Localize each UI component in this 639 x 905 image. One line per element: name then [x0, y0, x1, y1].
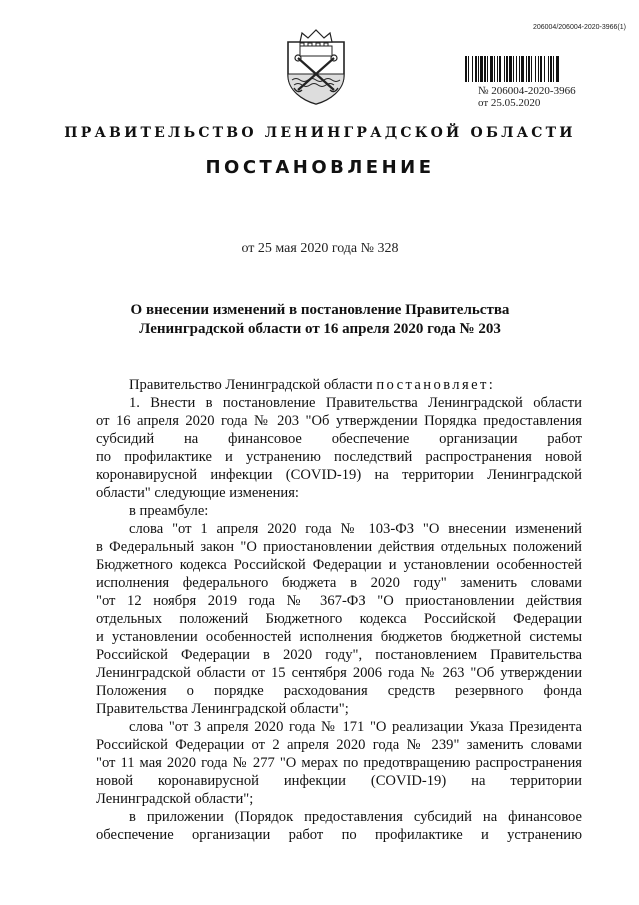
- intro-verb: постановляет:: [376, 377, 496, 393]
- body-line: Правительства Ленинградской области";: [96, 701, 349, 717]
- document-type: ПОСТАНОВЛЕНИЕ: [205, 157, 435, 178]
- body-line: "от 12 ноября 2019 года № 367-ФЗ "О приостановлении действия: [96, 593, 582, 609]
- barcode-icon: [465, 56, 620, 82]
- body-line: слова "от 1 апреля 2020 года № 103-ФЗ "О внесении изменений: [129, 521, 582, 537]
- document-date-number: от 25 мая 2020 года № 328: [241, 241, 399, 256]
- body-line: субсидий на финансовое обеспечение организации работ: [96, 431, 582, 447]
- body-line: в приложении (Порядок предоставления субсидий на финансовое: [129, 809, 582, 825]
- body-line: слова "от 3 апреля 2020 года № 171 "О реализации Указа Президента: [129, 719, 582, 735]
- registration-block: [478, 85, 628, 109]
- body-line: отдельных положений Бюджетного кодекса Российской Федерации: [96, 611, 582, 627]
- body-line: "от 11 мая 2020 года № 277 "О мерах по предотвращению распространения: [96, 755, 582, 771]
- body-line: исполнения федерального бюджета в 2020 году" заменить словами: [96, 575, 582, 591]
- coat-of-arms-icon: [282, 28, 350, 106]
- body-line: области" следующие изменения:: [96, 485, 299, 501]
- body-line: от 16 апреля 2020 года № 203 "Об утверждении Порядка предоставления: [96, 413, 582, 429]
- registration-number: № 206004-2020-3966: [478, 85, 576, 97]
- body-line: в преамбуле:: [129, 503, 209, 519]
- subject-line: Ленинградской области от 16 апреля 2020 года № 203: [139, 321, 501, 337]
- body-line: по профилактике и устранению последствий распространения новой: [96, 449, 582, 465]
- issuing-authority: ПРАВИТЕЛЬСТВО ЛЕНИНГРАДСКОЙ ОБЛАСТИ: [64, 125, 576, 141]
- document-body: [96, 376, 582, 844]
- body-line: Положения о порядке расходования средств резервного фонда: [96, 683, 582, 699]
- document-subject: [40, 301, 600, 339]
- intro-line: [96, 376, 582, 394]
- body-line: 1. Внести в постановление Правительства Ленинградской области: [129, 395, 582, 411]
- body-line: Ленинградской области от 15 сентября 2006 года № 263 "Об утверждении: [96, 665, 582, 681]
- body-line: в Федеральный закон "О приостановлении действия отдельных положений: [96, 539, 582, 555]
- body-line: Российской Федерации в 2020 году", постановлением Правительства: [96, 647, 582, 663]
- body-line: коронавирусной инфекции (COVID-19) на территории Ленинградской: [96, 467, 582, 483]
- barcode-bar: [559, 56, 560, 82]
- body-line: Бюджетного кодекса Российской Федерации и установлении особенностей: [96, 557, 582, 573]
- body-line: Российской Федерации от 2 апреля 2020 года № 239" заменить словами: [96, 737, 582, 753]
- body-line: и установлении особенностей исполнения бюджетов бюджетной системы: [96, 629, 582, 645]
- body-line: Ленинградской области";: [96, 791, 254, 807]
- document-reference: 206004/206004-2020-3966(1): [532, 24, 626, 31]
- body-line: новой коронавирусной инфекции (COVID-19) на территории: [96, 773, 582, 789]
- subject-line: О внесении изменений в постановление Правительства: [130, 302, 510, 318]
- registration-date: от 25.05.2020: [478, 97, 541, 109]
- intro-prefix: Правительство Ленинградской области: [129, 377, 377, 393]
- body-line: обеспечение организации работ по профилактике и устранению: [96, 827, 582, 843]
